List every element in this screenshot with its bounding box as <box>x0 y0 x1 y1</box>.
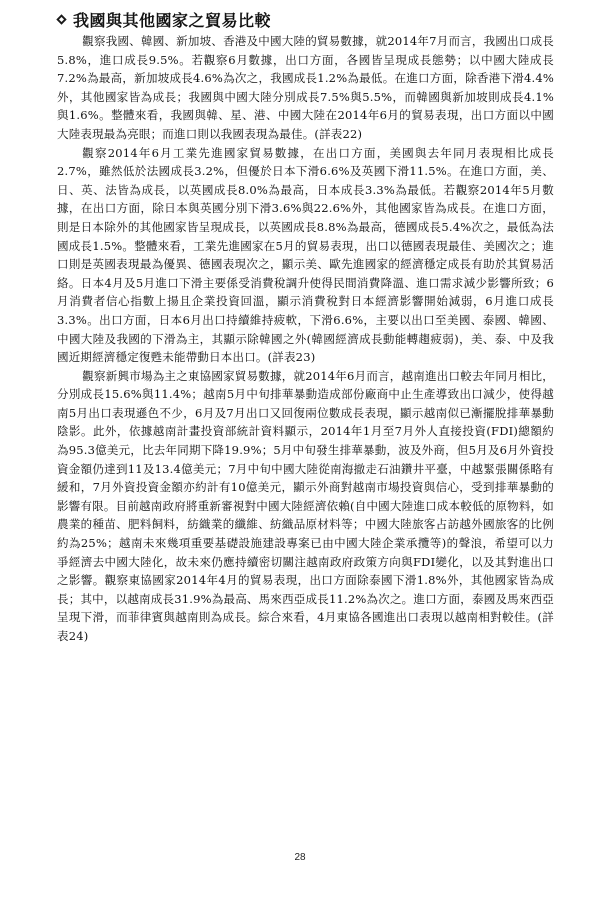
paragraph-asean-countries: 觀察新興市場為主之東協國家貿易數據，就2014年6月而言，越南進出口較去年同月相比，分別成長15.6%與11.4%；越南5月中旬排華暴動造成部份廠商中止生產導致出口減少，使得越南5月出口表現遜色不少，6月及7月出口又回復兩位數成長表現，顯示越南似已漸擺脫排華暴動陰影。此外，依據越南計畫投資部統計資料顯示，2014年1月至7月外人直接投資(FDI)總額約為95.3億美元，比去年同期下降19.9%；5月中旬發生排華暴動，波及外商，但5月及6月外資投資金額仍達到11及13.4億美元；7月中旬中國大陸從南海撤走石油鑽井平臺，中越緊張關係略有緩和，7月外資投資金額亦約計有10億美元，顯示外商對越南市場投資與信心，受到排華暴動的影響有限。目前越南政府將重新審視對中國大陸經濟依賴(自中國大陸進口成本較低的原物料，如農業的種苗、肥料飼料，紡織業的纖維、紡織品原材料等；中國大陸旅客占訪越外國旅客的比例約為25%；越南未來幾項重要基礎設施建設專案已由中國大陸企業承攬等)的聲浪，希望可以力爭經濟去中國大陸化，故未來仍應持續密切關注越南政府政策方向與FDI變化，以及其對進出口之影響。觀察東協國家2014年4月的貿易表現，出口方面除泰國下滑1.8%外，其他國家皆為成長；其中，以越南成長31.9%為最高、馬來西亞成長11.2%為次之。進口方面，泰國及馬來西亞呈現下滑，而菲律賓與越南則為成長。綜合來看，4月東協各國進出口表現以越南相對較佳。(詳表24) <box>57 368 554 643</box>
body-text <box>57 32 554 646</box>
paragraph-industrialized-countries: 觀察2014年6月工業先進國家貿易數據，在出口方面，美國與去年同月表現相比成長2.7%，雖然低於法國成長3.2%，但優於日本下滑6.6%及英國下滑11.5%。在進口方面，美、日、英、法皆為成長，以英國成長8.0%為最高，日本成長3.3%為最低。若觀察2014年5月數據，在出口方面，除日本與英國分別下滑3.6%與22.6%外，其他國家皆為成長。在進口方面，則是日本除外的其他國家皆呈現成長，以英國成長8.8%為最高，德國成長5.4%次之，最低為法國成長1.5%。整體來看，工業先進國家在5月的貿易表現，出口以德國表現最佳、美國次之；進口則是英國表現最為優異、德國表現次之，顯示美、歐先進國家的經濟穩定成長有助於其貿易活絡。日本4月及5月進口下滑主要係受消費稅調升使得民間消費降溫、進口需求減少影響所致；6月消費者信心指數上揚且企業投資回溫，顯示消費稅對日本經濟影響開始減弱，6月進口成長3.3%。出口方面，日本6月出口持續維持疲軟，下滑6.6%，主要以出口至美國、泰國、韓國、中國大陸及我國的下滑為主，其顯示除韓國之外(韓國經濟成長動能轉趨疲弱)，美、泰、中及我國近期經濟穩定復甦未能帶動日本出口。(詳表23) <box>57 145 554 365</box>
page-number: 28 <box>294 852 306 863</box>
diamond-bullet-icon <box>56 14 67 25</box>
paragraph-asian-economies: 觀察我國、韓國、新加坡、香港及中國大陸的貿易數據，就2014年7月而言，我國出口成長5.8%，進口成長9.5%。若觀察6月數據，出口方面，各國皆呈現成長態勢；以中國大陸成長7.2%為最高，新加坡成長4.6%為次之，我國成長1.2%為最低。在進口方面，除香港下滑4.4%外，其他國家皆為成長；我國與中國大陸分別成長7.5%與5.5%，而韓國與新加坡則成長4.1%與1.6%。整體來看，我國與韓、星、港、中國大陸在2014年6月的貿易表現，出口方面以中國大陸表現最為亮眼；而進口則以我國表現為最佳。(詳表22) <box>57 34 554 141</box>
section-heading <box>54 8 554 30</box>
section-title: 我國與其他國家之貿易比較 <box>73 10 272 30</box>
